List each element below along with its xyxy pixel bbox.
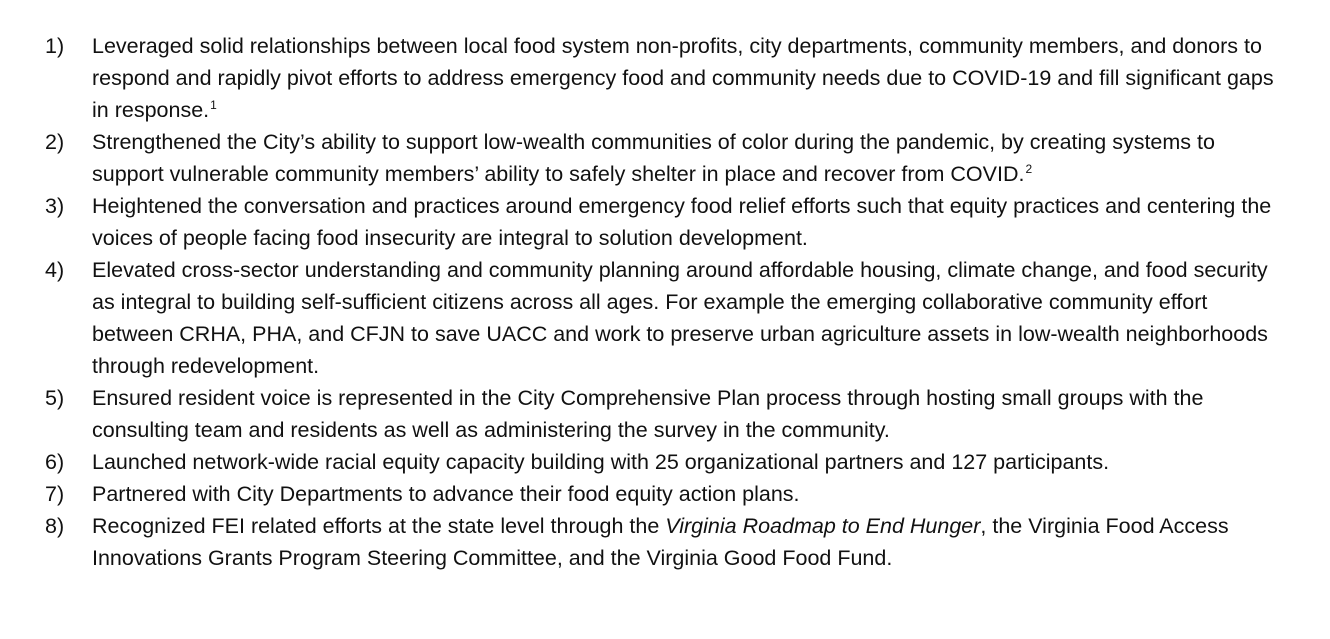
item-text-after: , the Virginia Food Access Innovations Grants Program Steering Committee, and the Virginia Good Food Fund. — [92, 514, 1229, 570]
list-item — [0, 510, 1330, 574]
list-item — [0, 30, 1330, 126]
item-text: Elevated cross-sector understanding and community planning around affordable housing, climate change, and food security as integral to building self-sufficient citizens across all ages. For example the emerging collaborative community effort between CRHA, PHA, and CFJN to save UACC and work to preserve urban agriculture assets in low-wealth neighborhoods through redevelopment. — [92, 258, 1268, 378]
list-item — [0, 478, 1330, 510]
item-text-before: Recognized FEI related efforts at the state level through the — [92, 514, 666, 538]
item-text: Partnered with City Departments to advance their food equity action plans. — [92, 482, 800, 506]
item-number: 6) — [45, 450, 65, 474]
item-text: Heightened the conversation and practices around emergency food relief efforts such that equity practices and centering the voices of people facing food insecurity are integral to solution development. — [92, 194, 1272, 250]
list-item — [0, 446, 1330, 478]
footnote-ref[interactable]: 2 — [1025, 161, 1033, 176]
achievements-list — [0, 30, 1330, 574]
item-number: 1) — [45, 34, 65, 58]
item-text: Strengthened the City’s ability to support low-wealth communities of color during the pandemic, by creating systems to support vulnerable community members’ ability to safely shelter in place and recover from COVID. — [92, 130, 1215, 186]
item-number: 8) — [45, 514, 65, 538]
item-number: 7) — [45, 482, 65, 506]
item-number: 4) — [45, 258, 65, 282]
item-text: Launched network-wide racial equity capacity building with 25 organizational partners and 127 participants. — [92, 450, 1110, 474]
item-number: 2) — [45, 130, 65, 154]
item-number: 5) — [45, 386, 65, 410]
list-item — [0, 254, 1330, 382]
list-item — [0, 126, 1330, 190]
item-number: 3) — [45, 194, 65, 218]
footnote-ref[interactable]: 1 — [210, 97, 217, 112]
document-page — [0, 30, 1330, 574]
list-item — [0, 382, 1330, 446]
item-text: Ensured resident voice is represented in the City Comprehensive Plan process through hosting small groups with the consulting team and residents as well as administering the survey in the community. — [92, 386, 1204, 442]
item-text: Leveraged solid relationships between local food system non-profits, city departments, community members, and donors to respond and rapidly pivot efforts to address emergency food and community needs due to COVID-19 and fill significant gaps in response. — [92, 34, 1274, 122]
list-item — [0, 190, 1330, 254]
publication-title: Virginia Roadmap to End Hunger — [665, 514, 981, 538]
